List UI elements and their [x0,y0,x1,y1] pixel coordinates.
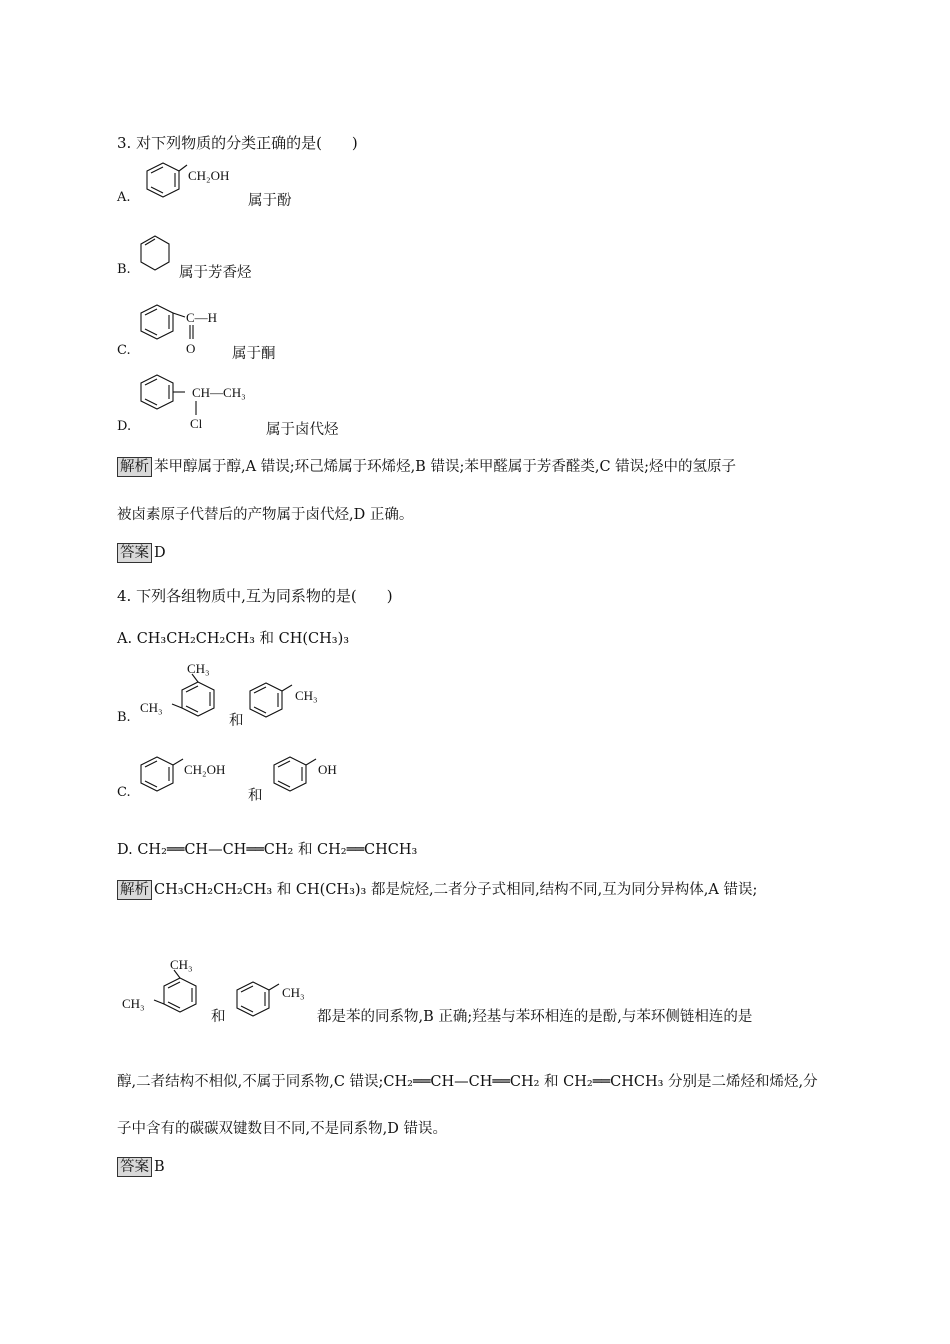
q4-analysis-ch3-top: CH₃ [170,957,193,972]
q4-analysis-toluene-ch3: CH₃ [282,985,305,1000]
q3-option-d-text: 属于卤代烃 [266,422,339,438]
q4-c-formula2: OH [318,762,337,777]
q3-option-c-text: 属于酮 [232,346,276,362]
q3-option-b-text: 属于芳香烃 [179,265,252,281]
q4-option-c-and: 和 [248,788,263,804]
q4-analysis-text1: CH₃CH₂CH₂CH₃ 和 CH(CH₃)₃ 都是烷烃,二者分子式相同,结构不同,互为同分异构体,A 错误; [154,882,758,898]
q4-c-formula1: CH₂OH [184,762,226,777]
q4-analysis-line3: 醇,二者结构不相似,不属于同系物,C 错误;CH₂══CH—CH══CH₂ 和 CH₂══CHCH₃ 分别是二烯烃和烯烃,分 [117,1074,818,1090]
answer-tag: 答案 [117,543,152,563]
q3-answer-value: D [154,545,166,561]
q3-answer [117,543,166,563]
q4-option-d: D. CH₂══CH—CH══CH₂ 和 CH₂══CHCH₃ [117,842,418,858]
q4-b-toluene-ch3: CH₃ [295,688,318,703]
q4-b-ch3-top: CH₃ [187,661,210,676]
q4-answer [117,1157,165,1177]
q3-analysis-line1 [117,455,736,477]
q4-analysis-line2: 都是苯的同系物,B 正确;羟基与苯环相连的是酚,与苯环侧链相连的是 [317,1009,753,1025]
analysis-tag: 解析 [117,457,152,477]
answer-tag: 答案 [117,1157,152,1177]
chloroethylbenzene-structure [137,375,197,425]
cyclohexene-structure [137,236,177,276]
q4-analysis-and: 和 [211,1009,226,1025]
q3-option-d-letter: D. [117,419,132,434]
q4-analysis-line1 [117,878,757,900]
q4-b-ch3-left: CH₃ [140,700,163,715]
q4-analysis-line4: 子中含有的碳碳双键数目不同,不是同系物,D 错误。 [117,1121,447,1137]
q3-option-a-text: 属于酚 [248,193,292,209]
q4-analysis-ch3-left: CH₃ [122,996,145,1011]
q4-option-c-letter: C. [117,785,131,800]
xylene-structure [168,676,228,726]
analysis-tag: 解析 [117,880,152,900]
q3-stem: 3. 对下列物质的分类正确的是( ) [117,134,358,152]
q4-option-b-letter: B. [117,710,131,725]
q3-analysis-text1: 苯甲醇属于醇,A 错误;环己烯属于环烯烃,B 错误;苯甲醛属于芳香醛类,C 错误;烃中的氢原子 [154,459,737,475]
q3-option-d-formula: CH—CH₃ [192,385,246,400]
q3-analysis-line2: 被卤素原子代替后的产物属于卤代烃,D 正确。 [117,507,414,523]
q3-option-a-formula: CH₂OH [188,168,230,183]
q3-option-c-formula-o: O [186,341,196,356]
q3-option-d-cl: Cl [190,416,203,431]
q3-option-a-letter: A. [117,190,131,205]
q4-option-a: A. CH₃CH₂CH₂CH₃ 和 CH(CH₃)₃ [117,631,350,647]
q3-option-c-letter: C. [117,343,131,358]
q3-option-c-formula-ch: C—H [186,310,218,325]
xylene-structure-2 [150,972,210,1022]
q4-option-b-and: 和 [229,713,244,729]
q4-answer-value: B [154,1159,165,1175]
q4-stem: 4. 下列各组物质中,互为同系物的是( ) [117,587,393,605]
q3-option-b-letter: B. [117,262,131,277]
